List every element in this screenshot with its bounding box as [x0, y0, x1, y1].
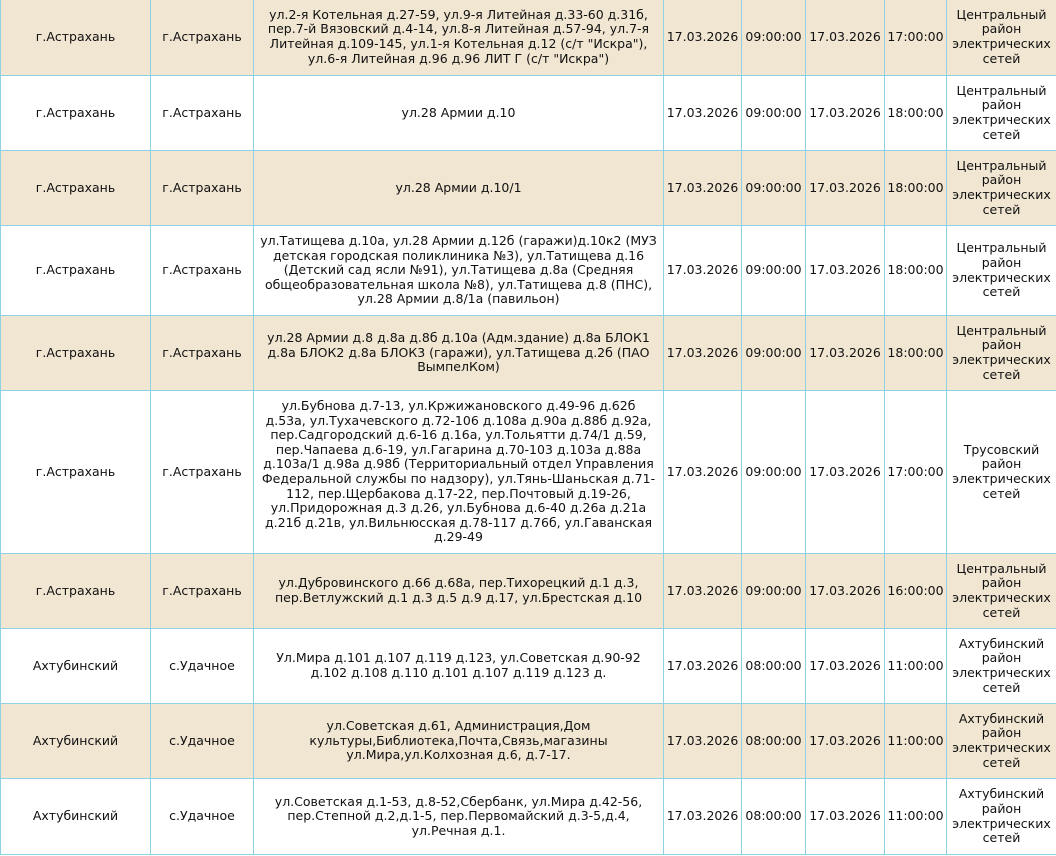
locality-cell: г.Астрахань: [151, 391, 254, 554]
end-time-cell: 11:00:00: [885, 629, 947, 704]
organization-cell: Центральный район электрических сетей: [947, 0, 1056, 76]
end-date-cell: 17.03.2026: [806, 554, 885, 629]
start-date-cell: 17.03.2026: [664, 226, 742, 316]
end-date-cell: 17.03.2026: [806, 704, 885, 779]
locality-cell: г.Астрахань: [151, 0, 254, 76]
locality-cell: с.Удачное: [151, 779, 254, 855]
address-cell: ул.2-я Котельная д.27-59, ул.9-я Литейная д.33-60 д.31б, пер.7-й Вязовский д.4-14, ул.8-я Литейная д.57-94, ул.7-я Литейная д.109-145, ул.1-я Котельная д.12 (с/т "Искра"), ул.6-я Литейная д.96 д.96 ЛИТ Г (с/т "Искра"): [254, 0, 664, 76]
district-cell: г.Астрахань: [1, 391, 151, 554]
district-cell: г.Астрахань: [1, 316, 151, 391]
start-date-cell: 17.03.2026: [664, 316, 742, 391]
district-cell: г.Астрахань: [1, 151, 151, 226]
organization-cell: Центральный район электрических сетей: [947, 554, 1056, 629]
end-time-cell: 18:00:00: [885, 76, 947, 151]
organization-cell: Центральный район электрических сетей: [947, 151, 1056, 226]
locality-cell: г.Астрахань: [151, 151, 254, 226]
district-cell: Ахтубинский: [1, 704, 151, 779]
table-row: [1, 226, 1056, 316]
address-cell: ул.Советская д.61, Администрация,Дом культуры,Библиотека,Почта,Связь,магазины ул.Мира,ул.Колхозная д.6, д.7-17.: [254, 704, 664, 779]
end-time-cell: 17:00:00: [885, 0, 947, 76]
address-cell: Ул.Мира д.101 д.107 д.119 д.123, ул.Советская д.90-92 д.102 д.108 д.110 д.101 д.107 д.119 д.123 д.: [254, 629, 664, 704]
organization-cell: Трусовский район электрических сетей: [947, 391, 1056, 554]
address-cell: ул.Бубнова д.7-13, ул.Кржижановского д.49-96 д.62б д.53а, ул.Тухачевского д.72-106 д.108а д.90а д.88б д.92а, пер.Садгородский д.6-16 д.16а, ул.Тольятти д.74/1 д.59, пер.Чапаева д.6-19, ул.Гагарина д.70-103 д.103а д.88а д.103а/1 д.98а д.98б (Территориальный отдел Управления Федеральной службы по надзору), ул.Тянь-Шаньская д.71-112, пер.Щербакова д.17-22, пер.Почтовый д.19-26, ул.Придорожная д.3 д.26, ул.Бубнова д.6-40 д.26а д.21а д.21б д.21в, ул.Вильнюсская д.78-117 д.76б, ул.Гаванская д.29-49: [254, 391, 664, 554]
start-time-cell: 09:00:00: [742, 151, 806, 226]
table-row: [1, 316, 1056, 391]
organization-cell: Центральный район электрических сетей: [947, 316, 1056, 391]
start-time-cell: 09:00:00: [742, 226, 806, 316]
table-row: [1, 151, 1056, 226]
address-cell: ул.28 Армии д.8 д.8а д.8б д.10а (Адм.здание) д.8а БЛОК1 д.8а БЛОК2 д.8а БЛОК3 (гаражи), ул.Татищева д.2б (ПАО ВымпелКом): [254, 316, 664, 391]
start-date-cell: 17.03.2026: [664, 554, 742, 629]
end-date-cell: 17.03.2026: [806, 316, 885, 391]
end-date-cell: 17.03.2026: [806, 151, 885, 226]
locality-cell: с.Удачное: [151, 704, 254, 779]
end-time-cell: 18:00:00: [885, 151, 947, 226]
table-row: [1, 76, 1056, 151]
locality-cell: г.Астрахань: [151, 554, 254, 629]
end-date-cell: 17.03.2026: [806, 391, 885, 554]
start-time-cell: 09:00:00: [742, 391, 806, 554]
table-row: [1, 391, 1056, 554]
organization-cell: Ахтубинский район электрических сетей: [947, 704, 1056, 779]
start-date-cell: 17.03.2026: [664, 76, 742, 151]
district-cell: Ахтубинский: [1, 629, 151, 704]
start-time-cell: 09:00:00: [742, 76, 806, 151]
end-date-cell: 17.03.2026: [806, 0, 885, 76]
locality-cell: г.Астрахань: [151, 76, 254, 151]
address-cell: ул.Советская д.1-53, д.8-52,Сбербанк, ул.Мира д.42-56, пер.Степной д.2,д.1-5, пер.Первомайский д.3-5,д.4, ул.Речная д.1.: [254, 779, 664, 855]
end-time-cell: 11:00:00: [885, 704, 947, 779]
end-time-cell: 17:00:00: [885, 391, 947, 554]
start-time-cell: 08:00:00: [742, 704, 806, 779]
end-time-cell: 18:00:00: [885, 226, 947, 316]
organization-cell: Центральный район электрических сетей: [947, 76, 1056, 151]
organization-cell: Ахтубинский район электрических сетей: [947, 779, 1056, 855]
district-cell: г.Астрахань: [1, 0, 151, 76]
table-row: [1, 779, 1056, 855]
address-cell: ул.Татищева д.10а, ул.28 Армии д.12б (гаражи)д.10к2 (МУЗ детская городская поликлиника №3), ул.Татищева д.16 (Детский сад ясли №91), ул.Татищева д.8а (Средняя общеобразовательная школа №8), ул.Татищева д.8 (ПНС), ул.28 Армии д.8/1а (павильон): [254, 226, 664, 316]
organization-cell: Центральный район электрических сетей: [947, 226, 1056, 316]
table-row: [1, 629, 1056, 704]
end-time-cell: 16:00:00: [885, 554, 947, 629]
locality-cell: г.Астрахань: [151, 316, 254, 391]
table-row: [1, 704, 1056, 779]
locality-cell: г.Астрахань: [151, 226, 254, 316]
district-cell: г.Астрахань: [1, 554, 151, 629]
start-time-cell: 09:00:00: [742, 0, 806, 76]
start-date-cell: 17.03.2026: [664, 629, 742, 704]
locality-cell: с.Удачное: [151, 629, 254, 704]
end-date-cell: 17.03.2026: [806, 629, 885, 704]
address-cell: ул.Дубровинского д.66 д.68а, пер.Тихорецкий д.1 д.3, пер.Ветлужский д.1 д.3 д.5 д.9 д.17, ул.Брестская д.10: [254, 554, 664, 629]
organization-cell: Ахтубинский район электрических сетей: [947, 629, 1056, 704]
district-cell: г.Астрахань: [1, 76, 151, 151]
start-date-cell: 17.03.2026: [664, 151, 742, 226]
start-date-cell: 17.03.2026: [664, 779, 742, 855]
end-date-cell: 17.03.2026: [806, 226, 885, 316]
end-time-cell: 18:00:00: [885, 316, 947, 391]
table-row: [1, 0, 1056, 76]
address-cell: ул.28 Армии д.10/1: [254, 151, 664, 226]
start-time-cell: 09:00:00: [742, 316, 806, 391]
start-time-cell: 09:00:00: [742, 554, 806, 629]
start-date-cell: 17.03.2026: [664, 0, 742, 76]
start-time-cell: 08:00:00: [742, 629, 806, 704]
start-time-cell: 08:00:00: [742, 779, 806, 855]
table-row: [1, 554, 1056, 629]
address-cell: ул.28 Армии д.10: [254, 76, 664, 151]
start-date-cell: 17.03.2026: [664, 704, 742, 779]
end-date-cell: 17.03.2026: [806, 76, 885, 151]
district-cell: г.Астрахань: [1, 226, 151, 316]
end-date-cell: 17.03.2026: [806, 779, 885, 855]
district-cell: Ахтубинский: [1, 779, 151, 855]
end-time-cell: 11:00:00: [885, 779, 947, 855]
start-date-cell: 17.03.2026: [664, 391, 742, 554]
